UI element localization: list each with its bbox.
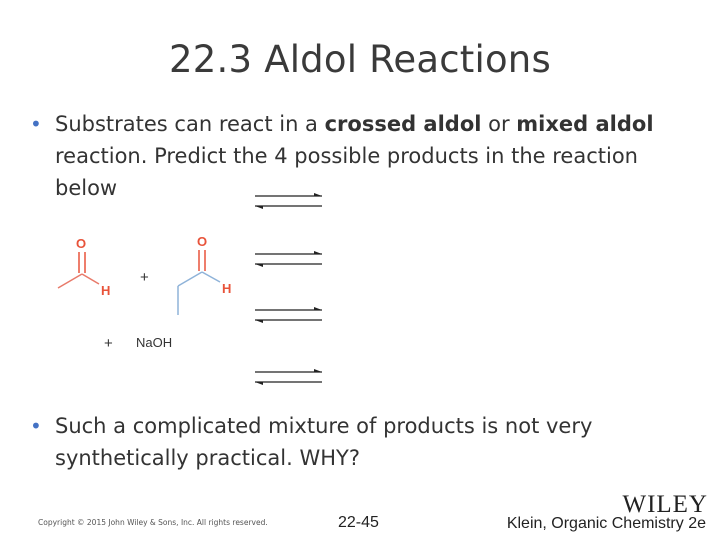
bullet-text: Such a complicated mixture of products is not very synthetically practical. WHY?	[55, 414, 593, 470]
acetaldehyde-structure	[58, 236, 110, 298]
footer-book-title: Klein, Organic Chemistry 2e	[506, 515, 706, 532]
slide-title: 22.3 Aldol Reactions	[169, 38, 551, 81]
reagent-naoh: NaOH	[136, 335, 173, 350]
hydrogen-label: H	[101, 283, 111, 298]
bullet-icon: •	[30, 112, 42, 136]
bullet1-part2: or	[481, 112, 517, 136]
equilibrium-arrow	[255, 193, 322, 209]
equilibrium-arrows	[255, 193, 322, 385]
equilibrium-arrow	[255, 251, 322, 267]
oxygen-label: O	[76, 236, 87, 251]
bullet-icon: •	[30, 414, 42, 438]
oxygen-label: O	[197, 234, 208, 249]
footer-copyright: Copyright © 2015 John Wiley & Sons, Inc. All rights reserved.	[38, 518, 268, 527]
propanal-structure	[178, 234, 231, 315]
bullet1-part3: reaction. Predict the 4 possible products in the reaction below	[55, 144, 638, 200]
reaction-scheme	[0, 180, 720, 390]
plus-sign: +	[104, 335, 113, 352]
bullet-mixture-impractical	[30, 410, 700, 474]
page-number: 22-45	[338, 514, 379, 531]
bullet1-part1: Substrates can react in a	[55, 112, 325, 136]
bullet1-bold-mixed: mixed aldol	[516, 112, 654, 136]
publisher-logo: WILEY	[622, 491, 708, 518]
plus-sign: +	[140, 269, 149, 286]
equilibrium-arrow	[255, 369, 322, 385]
equilibrium-arrow	[255, 307, 322, 323]
hydrogen-label: H	[222, 281, 232, 296]
bullet1-bold-crossed: crossed aldol	[324, 112, 482, 136]
